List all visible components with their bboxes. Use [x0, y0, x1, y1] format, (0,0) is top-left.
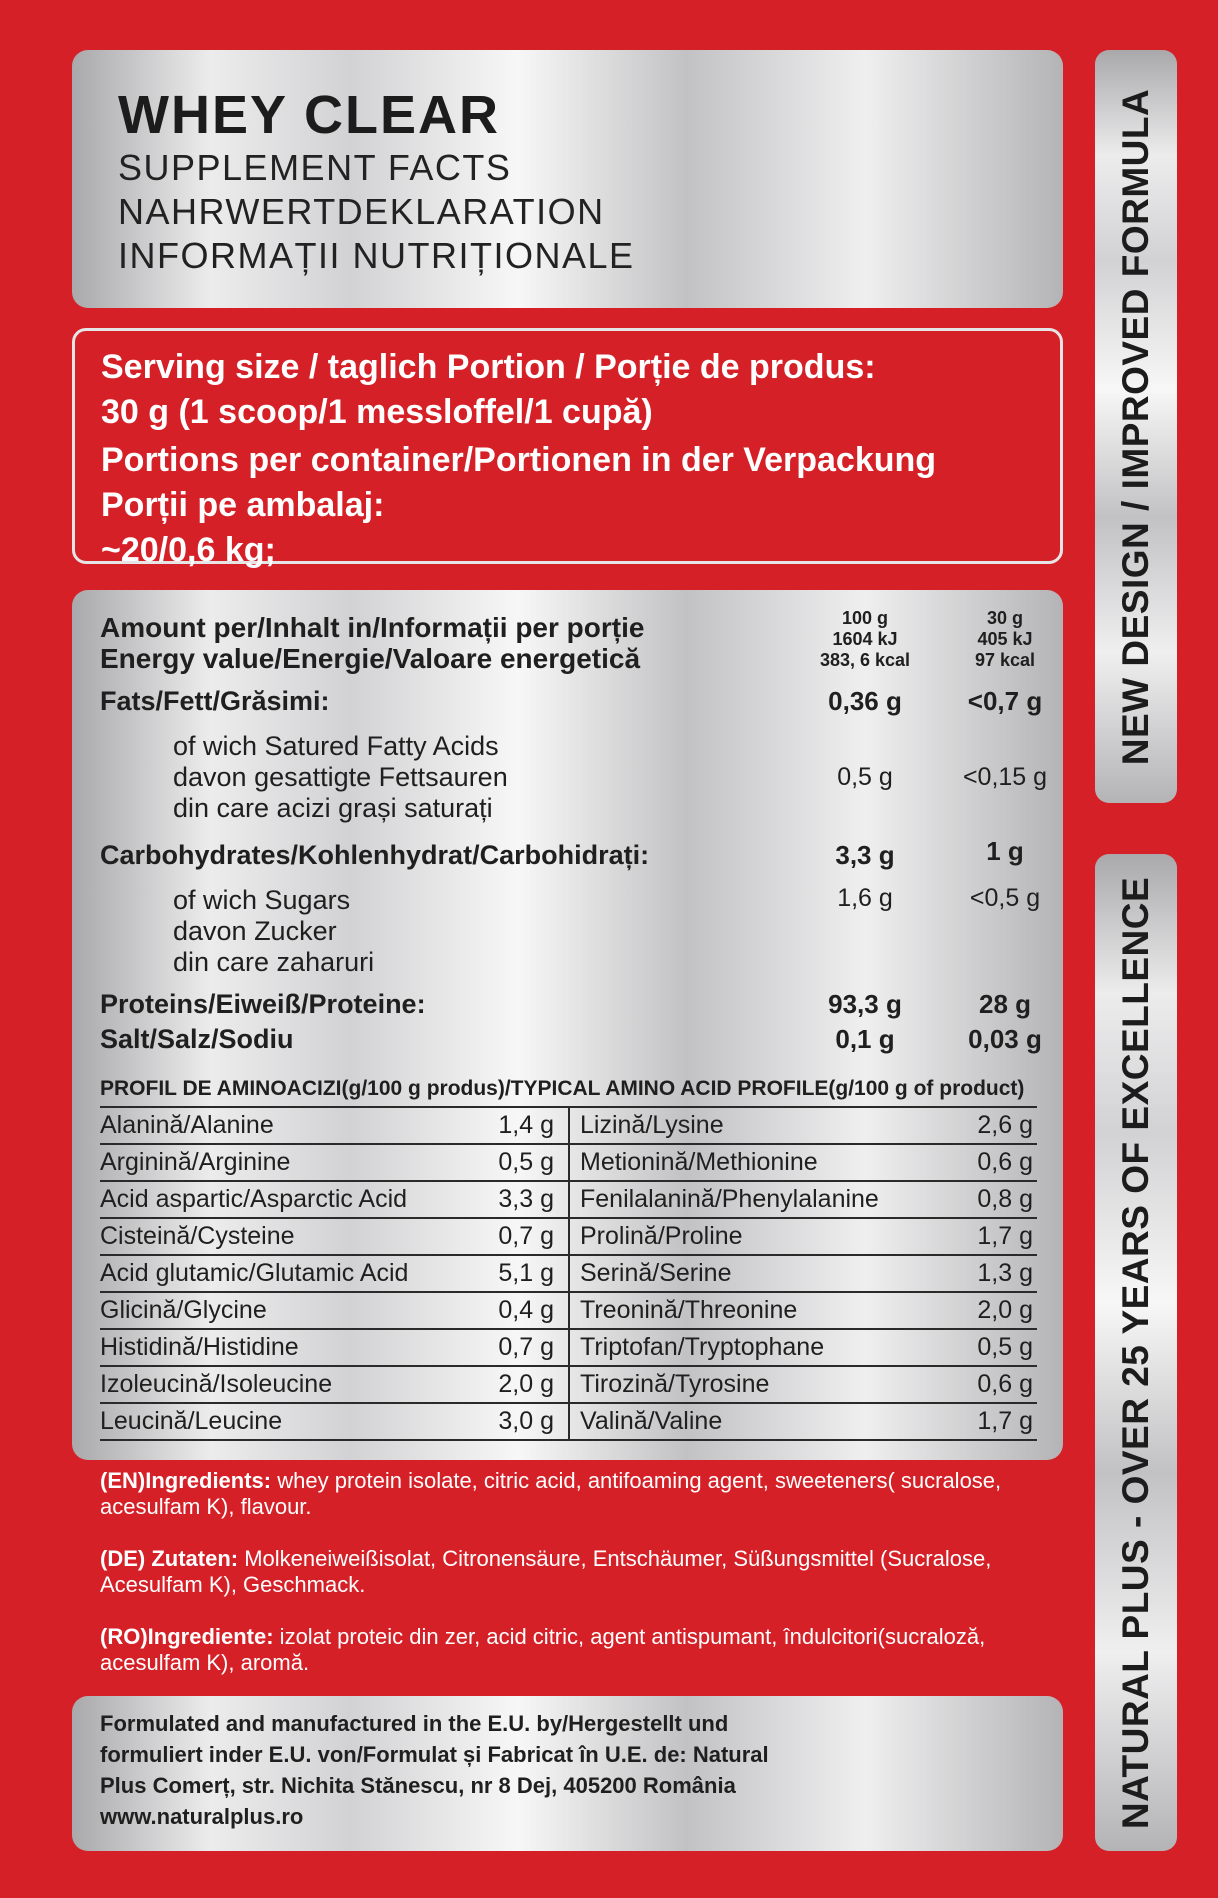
side-banner-top: [1095, 50, 1177, 803]
sugars-30g: <0,5 g: [969, 884, 1041, 912]
carbs-30g: 1 g: [986, 836, 1024, 866]
col-100g-kj: 1604 kJ: [832, 629, 898, 649]
amino-name: Arginină/Arginine: [100, 1148, 291, 1176]
side-banner-top-text: NEW DESIGN / IMPROVED FORMULA: [1115, 88, 1156, 765]
sugars-label-en: of wich Sugars: [173, 885, 351, 915]
col-30g-kj: 405 kJ: [977, 629, 1033, 649]
amino-name: Tirozină/Tyrosine: [580, 1370, 770, 1398]
amino-row: [100, 1219, 1037, 1256]
manufacturer-line-2: formuliert inder E.U. von/Formulat și Fabricat în U.E. de: Natural: [100, 1742, 769, 1767]
amount-per-label: Amount per/Inhalt in/Informații per porție: [100, 612, 645, 643]
col-30g-header: [930, 608, 1080, 671]
ingredients-de: [100, 1546, 1030, 1598]
portions-value: ~20/0,6 kg;: [101, 531, 276, 569]
amino-value: 0,5 g: [977, 1333, 1033, 1361]
ingredients-en-label: (EN)Ingredients:: [100, 1468, 272, 1493]
amino-value: 0,5 g: [498, 1148, 554, 1176]
amino-name: Acid glutamic/Glutamic Acid: [100, 1259, 409, 1287]
ingredients-de-label: (DE) Zutaten:: [100, 1546, 239, 1571]
saturated-label-ro: din care acizi grași saturați: [173, 793, 493, 823]
product-title: WHEY CLEAR: [118, 85, 501, 145]
amino-value: 0,4 g: [498, 1296, 554, 1324]
amino-row: [100, 1256, 1037, 1293]
nutrition-panel: [72, 590, 1063, 1460]
side-banner-bottom: [1095, 854, 1177, 1851]
amino-name: Izoleucină/Isoleucine: [100, 1370, 333, 1398]
sugars-row: [100, 884, 1041, 978]
amino-value: 3,3 g: [498, 1185, 554, 1213]
amino-acid-table: [100, 1108, 1037, 1441]
col-30g-weight: 30 g: [986, 608, 1024, 628]
product-header-panel: [72, 50, 1063, 308]
nutrition-header-row: [100, 602, 1035, 672]
col-100g-header: [790, 608, 940, 671]
ingredients-en: [100, 1468, 1030, 1520]
amino-value: 0,7 g: [498, 1222, 554, 1250]
ingredients-ro-text: izolat proteic din zer, acid citric, agent antispumant, îndulcitori(sucraloză, acesulfam K), aromă.: [100, 1624, 986, 1675]
amino-row: [100, 1108, 1037, 1145]
col-100g-kcal: 383, 6 kcal: [819, 650, 911, 670]
ingredients-de-text: Molkeneiweißisolat, Citronensäure, Entschäumer, Süßungsmittel (Sucralose, Acesulfam K), Geschmack.: [100, 1546, 992, 1597]
energy-label: Energy value/Energie/Valoare energetică: [100, 643, 641, 674]
amino-profile-title: PROFIL DE AMINOACIZI(g/100 g produs)/TYPICAL AMINO ACID PROFILE(g/100 g of product): [100, 1077, 1037, 1108]
amino-name: Alanină/Alanine: [100, 1111, 274, 1139]
amino-value: 1,7 g: [977, 1407, 1033, 1435]
salt-30g: 0,03 g: [968, 1024, 1042, 1054]
amino-name: Valină/Valine: [580, 1407, 723, 1435]
amino-value: 2,0 g: [977, 1296, 1033, 1324]
col-30g-kcal: 97 kcal: [974, 650, 1036, 670]
proteins-label: Proteins/Eiweiß/Proteine:: [100, 989, 426, 1019]
fats-label: Fats/Fett/Grăsimi:: [100, 686, 330, 716]
portions-label: Portions per container/Portionen in der Verpackung: [101, 441, 937, 479]
amino-row: [100, 1293, 1037, 1330]
amino-value: 2,0 g: [498, 1370, 554, 1398]
amino-row: [100, 1404, 1037, 1441]
header-line-3: INFORMAȚII NUTRIȚIONALE: [118, 235, 635, 276]
saturated-row: [100, 731, 1048, 824]
proteins-100g: 93,3 g: [828, 989, 902, 1019]
sugars-label-ro: din care zaharuri: [173, 947, 375, 977]
amino-row: [100, 1182, 1037, 1219]
header-line-1: SUPPLEMENT FACTS: [118, 147, 512, 188]
proteins-30g: 28 g: [978, 989, 1032, 1019]
saturated-100g: 0,5 g: [837, 763, 893, 791]
amino-name: Acid aspartic/Asparctic Acid: [100, 1185, 408, 1213]
salt-100g: 0,1 g: [835, 1024, 895, 1054]
amino-name: Glicină/Glycine: [100, 1296, 267, 1324]
ingredients-ro-label: (RO)Ingrediente:: [100, 1624, 274, 1649]
fats-100g: 0,36 g: [828, 686, 902, 716]
col-100g-weight: 100 g: [841, 608, 889, 628]
amino-value: 0,6 g: [977, 1148, 1033, 1176]
carbs-row: [100, 836, 1035, 871]
amino-value: 1,7 g: [977, 1222, 1033, 1250]
fats-row: [100, 686, 1043, 717]
amino-name: Metionină/Methionine: [580, 1148, 818, 1176]
amino-row: [100, 1145, 1037, 1182]
amino-name: Leucină/Leucine: [100, 1407, 283, 1435]
ingredients-ro: [100, 1624, 1030, 1676]
manufacturer-website: www.naturalplus.ro: [100, 1804, 304, 1829]
salt-label: Salt/Salz/Sodiu: [100, 1024, 294, 1054]
amino-value: 0,8 g: [977, 1185, 1033, 1213]
proteins-row: [100, 989, 1035, 1020]
amino-value: 2,6 g: [977, 1111, 1033, 1139]
fats-30g: <0,7 g: [967, 686, 1043, 716]
serving-size-label: Serving size / taglich Portion / Porție de produs:: [101, 348, 876, 386]
manufacturer-footer: [72, 1696, 1063, 1851]
amino-value: 5,1 g: [498, 1259, 554, 1287]
amino-row: [100, 1367, 1037, 1404]
carbs-100g: 3,3 g: [835, 840, 895, 870]
amino-name: Fenilalanină/Phenylalanine: [580, 1185, 879, 1213]
amino-value: 3,0 g: [498, 1407, 554, 1435]
serving-info-box: [72, 328, 1063, 569]
saturated-30g: <0,15 g: [962, 763, 1048, 791]
amino-name: Serină/Serine: [580, 1259, 732, 1287]
amino-value: 0,7 g: [498, 1333, 554, 1361]
amino-name: Cisteină/Cysteine: [100, 1222, 295, 1250]
amino-name: Treonină/Threonine: [580, 1296, 798, 1324]
amino-name: Triptofan/Tryptophane: [580, 1333, 825, 1361]
amino-row: [100, 1330, 1037, 1367]
ingredients-en-text: whey protein isolate, citric acid, antifoaming agent, sweeteners( sucralose, acesulfam K), flavour.: [100, 1468, 1002, 1519]
amino-value: 1,4 g: [498, 1111, 554, 1139]
header-line-2: NAHRWERTDEKLARATION: [118, 191, 605, 232]
amino-name: Lizină/Lysine: [580, 1111, 724, 1139]
portions-label-ro: Porții pe ambalaj:: [101, 486, 385, 524]
amino-name: Prolină/Proline: [580, 1222, 743, 1250]
amino-value: 1,3 g: [977, 1259, 1033, 1287]
serving-size-value: 30 g (1 scoop/1 messloffel/1 cupă): [101, 393, 653, 431]
salt-row: [100, 1024, 1042, 1055]
amino-name: Histidină/Histidine: [100, 1333, 299, 1361]
amino-value: 0,6 g: [977, 1370, 1033, 1398]
saturated-label-de: davon gesattigte Fettsauren: [173, 762, 508, 792]
manufacturer-line-1: Formulated and manufactured in the E.U. by/Hergestellt und: [100, 1711, 729, 1736]
sugars-100g: 1,6 g: [837, 884, 893, 912]
manufacturer-line-3: Plus Comerț, str. Nichita Stănescu, nr 8 Dej, 405200 România: [100, 1773, 736, 1798]
ingredients-section: [100, 1468, 1030, 1702]
carbs-label: Carbohydrates/Kohlenhydrat/Carbohidrați:: [100, 840, 650, 870]
side-banner-bottom-text: NATURAL PLUS - OVER 25 YEARS OF EXCELLENCE: [1115, 876, 1156, 1829]
sugars-label-de: davon Zucker: [173, 916, 337, 946]
saturated-label-en: of wich Satured Fatty Acids: [173, 731, 499, 761]
